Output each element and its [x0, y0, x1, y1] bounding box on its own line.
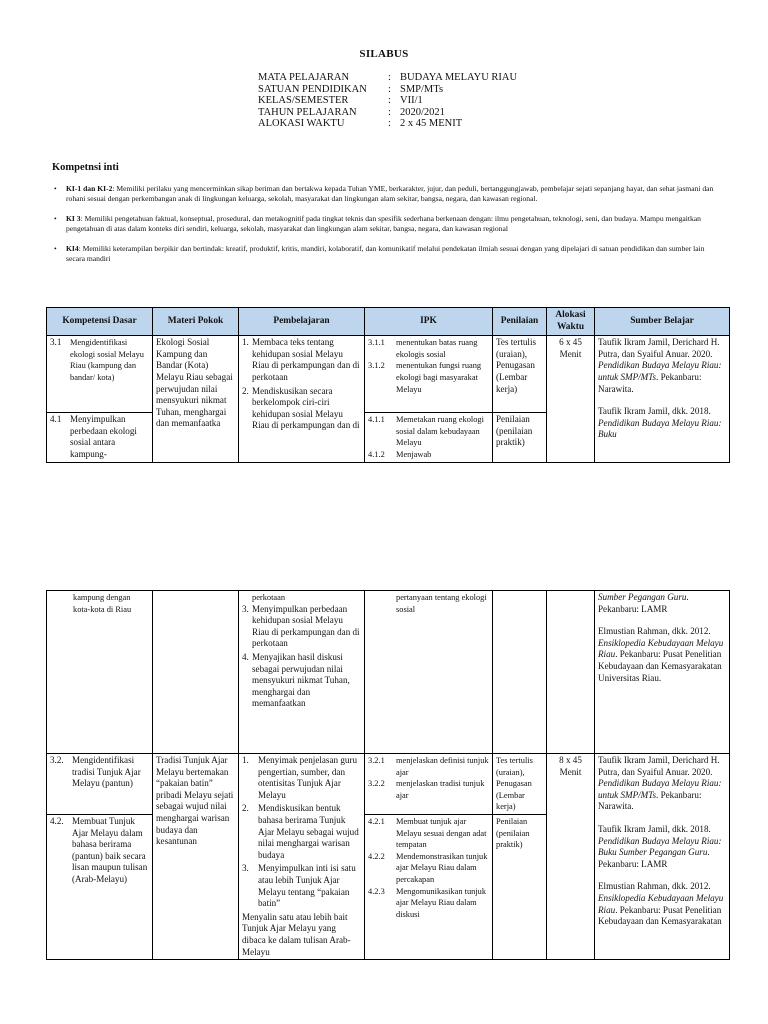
header-materi-pokok: Materi Pokok [153, 308, 239, 336]
alokasi-cell: 6 x 45 Menit [547, 336, 595, 462]
step-text: Menyimpulkan inti isi satu atau lebih Tunjuk Ajar Melayu tentang “pakaian batin” [258, 863, 356, 909]
ipk-text: menjelaskan definisi tunjuk ajar [396, 756, 489, 777]
pembelajaran-list [242, 604, 361, 710]
header-ipk: IPK [365, 308, 493, 336]
ipk-number: 4.1.1 [368, 415, 385, 425]
materi-cell [153, 591, 239, 754]
ipk-number: 4.1.2 [368, 449, 385, 459]
ipk-text: menentukan fungsi ruang ekologi bagi masyarakat Melayu [396, 361, 482, 394]
header-kompetensi-dasar: Kompetensi Dasar [47, 308, 153, 336]
ipk-number: 3.1.1 [368, 338, 385, 348]
materi-cell: Ekologi Sosial Kampung dan Bandar (Kota) Melayu Riau sebagai perwujudan nilai mensyukuri nikmat Tuhan, menghargai dan memanfaatka [153, 336, 239, 462]
syllabus-table-page-2 [46, 590, 730, 960]
list-item [368, 360, 489, 395]
ki-label: KI-1 dan KI-2 [66, 184, 113, 193]
kd-list [50, 816, 149, 886]
page-one-table-clip [0, 0, 768, 476]
ipk-list [368, 755, 489, 801]
pembelajaran-list [242, 337, 361, 432]
ipk-text: Membuat tunjuk ajar Melayu sesuai dengan adat tempatan [396, 816, 487, 850]
ipk-list [368, 337, 489, 395]
table-header-row [47, 308, 730, 336]
meta-colon: : [388, 118, 391, 130]
penilaian-cell: Penilaian (penilaian praktik) [493, 413, 547, 462]
ipk-text: Mendemonstrasikan tunjuk ajar Melayu Riau dalam percakapan [396, 851, 488, 884]
meta-colon: : [388, 95, 391, 107]
ki-text: : Memiliki pengetahuan faktual, konseptual, prosedural, dan metakognitif pada tingkat teknis dan spesifik sederhana berkenaan dengan: ilmu pengetahuan, teknologi, seni, dan budaya. Mampu mengaitkan pengetahuan di atas dalam konteks diri sendiri, keluarga, sekolah, masyarakat dan lingkungan alam sekitar, bangsa, negara, dan kawasan regional [66, 214, 701, 233]
table-row [47, 754, 730, 815]
step-continuation: perkotaan [252, 593, 286, 602]
materi-cell: Tradisi Tunjuk Ajar Melayu bertemakan “pakaian batin” pribadi Melayu sejati sebagai wujud nilai menghargai warisan budaya dan kesantunan [153, 754, 239, 960]
step-text: Menyimpulkan perbedaan kehidupan sosial Melayu Riau di perkampungan dan di perkotaan [252, 603, 360, 649]
sumber-cell [595, 754, 730, 960]
kd-cell [47, 336, 153, 413]
penilaian-cell: Tes tertulis (uraian), Penugasan (Lembar kerja) [493, 336, 547, 413]
bullet-icon: • [54, 244, 57, 253]
kd-number: 3.1 [50, 337, 62, 348]
list-item [368, 778, 489, 801]
bullet-icon: • [54, 184, 57, 193]
list-item [50, 816, 149, 886]
meta-label: SATUAN PENDIDIKAN [258, 83, 367, 95]
ipk-number: 4.2.1 [368, 816, 385, 826]
source-entry: Elmustian Rahman, dkk. 2012. Ensiklopedia Kebudayaan Melayu Riau. Pekanbaru: Pusat Penelitian Kebudayaan dan Kemasyarakatan [598, 881, 724, 927]
ipk-cell [365, 814, 493, 959]
step-number: 1. [242, 755, 249, 765]
meta-value: 2 x 45 MENIT [400, 118, 463, 130]
ipk-text: menentukan batas ruang ekologis sosial [396, 338, 478, 359]
list-item [242, 755, 361, 801]
step-extra: Menyalin satu atau lebih bait Tunjuk Ajar Melayu yang dibaca ke dalam tulisan Arab-Melayu [242, 911, 351, 957]
list-item [242, 803, 361, 861]
ipk-text: Mengomunikasikan tunjuk ajar Melayu Riau dalam diskusi [396, 886, 487, 919]
list-item [242, 652, 361, 710]
header-pembelajaran: Pembelajaran [239, 308, 365, 336]
ipk-text: Memetakan ruang ekologi sosial dalam kebudayaan Melayu [396, 415, 484, 448]
kd-list [50, 337, 149, 383]
ipk-cell [365, 336, 493, 413]
list-item [50, 337, 149, 383]
core-competence-heading: Kompetnsi inti [52, 162, 119, 173]
step-number: 3. [242, 863, 249, 874]
syllabus-table-page-1 [46, 307, 730, 463]
ipk-cell [365, 591, 493, 754]
list-item [368, 755, 489, 778]
list-item [242, 337, 361, 383]
step-text: Menyajikan hasil diskusi sebagai perwujudan nilai mensyukuri nikmat Tuhan, menghargai dan memanfaatkan [252, 651, 350, 709]
penilaian-cell: Penilaian (penilaian praktik) [493, 814, 547, 959]
kd-number: 4.1 [50, 414, 62, 425]
ipk-number: 4.2.3 [368, 886, 385, 896]
kd-text: Mengidentifikasi tradisi Tunjuk Ajar Melayu (pantun) [72, 755, 141, 789]
step-text: Mendiskusikan bentuk bahasa berirama Tunjuk Ajar Melayu sebagai wujud nilai menghargai warisan budaya [258, 803, 359, 860]
meta-value: SMP/MTs [400, 83, 444, 95]
ipk-cell [365, 413, 493, 462]
ipk-text: Menjawab [396, 449, 432, 459]
meta-label: TAHUN PELAJARAN [258, 106, 357, 118]
meta-label: ALOKASI WAKTU [258, 118, 345, 130]
list-item [368, 816, 489, 851]
ipk-list [368, 414, 489, 460]
sumber-cell [595, 591, 730, 754]
step-text: Membaca teks tentang kehidupan sosial Melayu Riau di perkampungan dan di perkotaan [252, 337, 360, 382]
step-number: 2. [242, 385, 249, 396]
alokasi-cell: 8 x 45 Menit [547, 754, 595, 960]
kd-text: Mengidentifikasi ekologi sosial Melayu Riau (kampung dan bandar/ kota) [70, 338, 144, 382]
header-sumber-belajar: Sumber Belajar [595, 308, 730, 336]
ipk-cell [365, 754, 493, 815]
pembelajaran-cell [239, 336, 365, 462]
meta-value: 2020/2021 [400, 106, 445, 118]
step-number: 4. [242, 651, 249, 662]
page-title: SILABUS [359, 48, 409, 60]
pembelajaran-cell [239, 754, 365, 960]
table-row [47, 591, 730, 754]
kd-list [50, 414, 149, 460]
ipk-number: 3.2.2 [368, 779, 385, 789]
ipk-number: 4.2.2 [368, 851, 385, 861]
penilaian-cell: Tes tertulis (uraian), Penugasan (Lembar kerja) [493, 754, 547, 815]
source-entry: Taufik Ikram Jamil, dkk. 2018. Pendidikan Budaya Melayu Riau: Buku Sumber Pegangan Guru. Pekanbaru: LAMR [598, 823, 722, 869]
kd-number: 3.2. [50, 755, 64, 765]
list-item [368, 886, 489, 921]
step-text: Mendiskusikan secara berkelompok ciri-ciri kehidupan sosial Melayu Riau di perkampungan dan di [252, 385, 360, 431]
header-alokasi-waktu: Alokasi Waktu [547, 308, 595, 336]
ki-label: KI4 [66, 244, 79, 253]
kd-text: Membuat Tunjuk Ajar Melayu dalam bahasa berirama (pantun) baik secara lisan maupun tulisan (Arab-Melayu) [72, 815, 148, 884]
kd-cell [47, 814, 153, 959]
source-entry: Sumber Pegangan Guru. Pekanbaru: LAMR [598, 592, 689, 614]
list-item [50, 755, 149, 790]
header-penilaian: Penilaian [493, 308, 547, 336]
meta-value: BUDAYA MELAYU RIAU [400, 72, 518, 83]
kd-cell [47, 754, 153, 815]
list-item [50, 414, 149, 460]
ki-label: KI 3 [66, 214, 81, 223]
bullet-icon: • [54, 214, 57, 223]
meta-value: VII/1 [400, 95, 423, 107]
meta-colon: : [388, 72, 391, 83]
list-item [368, 414, 489, 449]
kd-list [50, 755, 149, 790]
ipk-list [368, 816, 489, 920]
kd-text: Menyimpulkan perbedaan ekologi sosial antara kampung- [70, 414, 137, 459]
pembelajaran-cell [239, 591, 365, 754]
ki-text: : Memiliki perilaku yang mencerminkan sikap beriman dan bertakwa kepada Tuhan YME, berkarakter, jujur, dan peduli, bertanggungjawab, pembelajar sejati sepanjang hayat, dan sehat jasmani dan rohani sesuai dengan perkembangan anak di lingkungan keluarga, sekolah, masyarakat dan lingkungan alam sekitar, bangsa, negara, dan kawasan regional. [66, 184, 714, 203]
list-item [368, 851, 489, 886]
list-item [368, 337, 489, 360]
step-text: Menyimak penjelasan guru pengertian, sumber, dan otentisitas Tunjuk Ajar Melayu [258, 755, 357, 800]
list-item [242, 386, 361, 432]
kd-cell [47, 413, 153, 462]
meta-label: KELAS/SEMESTER [258, 95, 349, 107]
step-number: 1. [242, 337, 249, 348]
alokasi-cell [547, 591, 595, 754]
source-entry: Taufik Ikram Jamil, Derichard H. Putra, dan Syaiful Anuar. 2020. Pendidikan Budaya Melayu Riau: untuk SMP/MTs. Pekanbaru: Narawita. [598, 755, 722, 812]
table-row [47, 336, 730, 413]
meta-colon: : [388, 106, 391, 118]
kd-number: 4.2. [50, 815, 64, 826]
list-item [368, 449, 489, 461]
ipk-number: 3.1.2 [368, 361, 385, 371]
pembelajaran-list [242, 755, 361, 910]
list-item [242, 863, 361, 909]
meta-label: MATA PELAJARAN [258, 72, 350, 83]
ipk-number: 3.2.1 [368, 756, 385, 765]
step-number: 2. [242, 803, 249, 814]
ipk-continuation: pertanyaan tentang ekologi sosial [396, 593, 487, 614]
source-entry: Taufik Ikram Jamil, dkk. 2018. Pendidikan Budaya Melayu Riau: Buku [598, 406, 722, 440]
kd-cell: kampung dengan kota-kota di Riau [47, 591, 153, 754]
list-item [242, 604, 361, 650]
sumber-cell [595, 336, 730, 462]
meta-colon: : [388, 83, 391, 95]
ipk-text: menjelaskan tradisi tunjuk ajar [396, 779, 485, 800]
step-number: 3. [242, 603, 249, 614]
penilaian-cell [493, 591, 547, 754]
source-entry: Taufik Ikram Jamil, Derichard H. Putra, dan Syaiful Anuar. 2020. Pendidikan Budaya Melayu Riau: untuk SMP/MTs. Pekanbaru: Narawita. [598, 337, 722, 394]
source-entry: Elmustian Rahman, dkk. 2012. Ensiklopedia Kebudayaan Melayu Riau. Pekanbaru: Pusat Penelitian Kebudayaan dan Kemasyarakatan Universitas Riau. [598, 626, 724, 683]
ki-text: : Memiliki keterampilan berpikir dan bertindak: kreatif, produktif, kritis, mandiri, kolaboratif, dan komunikatif melalui pendekatan ilmiah sesuai dengan yang dipelajari di satuan pendidikan dan sumber lain secara mandiri [66, 244, 705, 263]
